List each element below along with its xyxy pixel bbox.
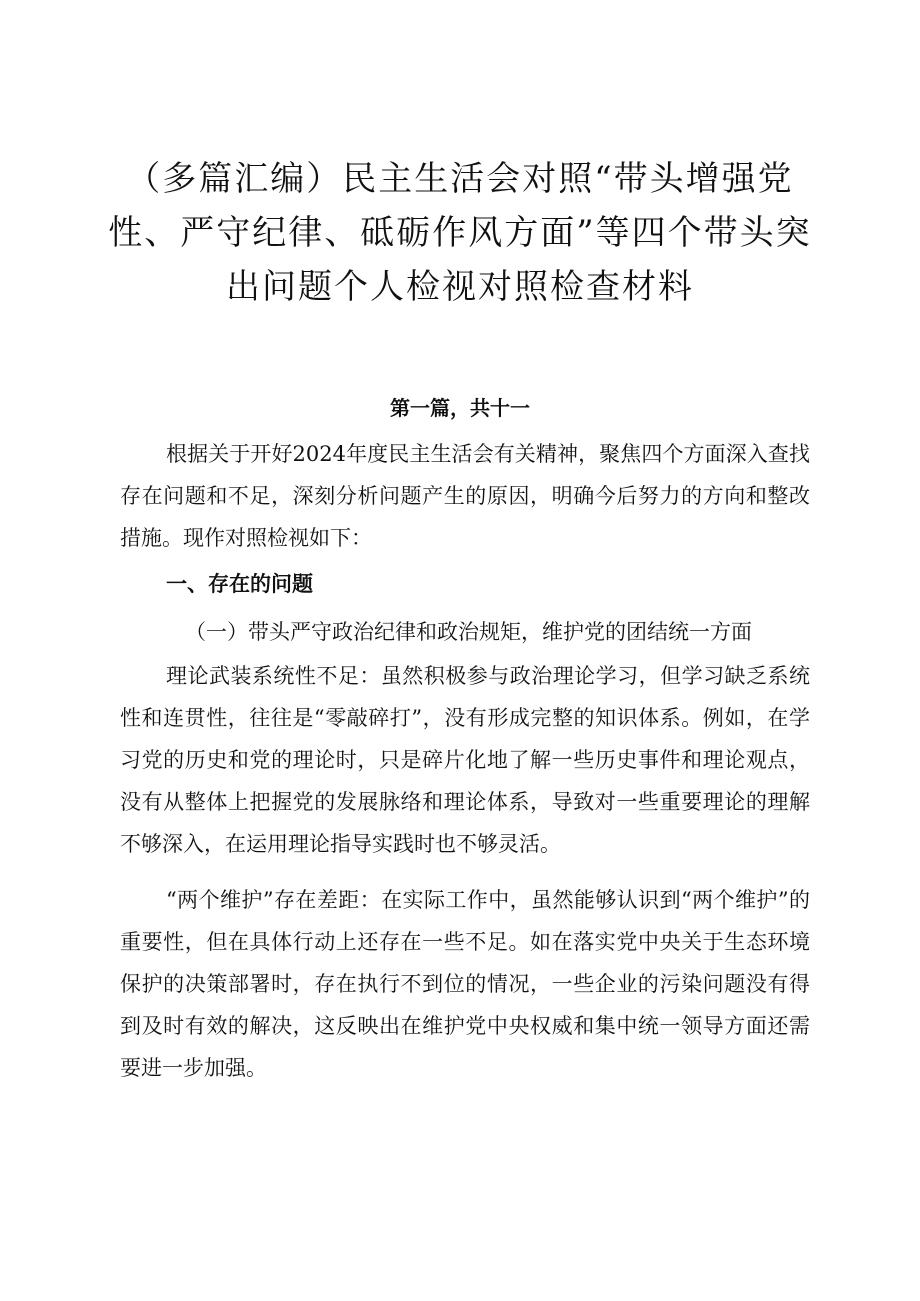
subsection-heading: （一）带头严守政治纪律和政治规矩，维护党的团结统一方面 [185, 620, 752, 644]
body-paragraph-1: 理论武装系统性不足：虽然积极参与政治理论学习，但学习缺乏系统性和连贯性，往往是“零敲碎打”，没有形成完整的知识体系。例如，在学习党的历史和党的理论时，只是碎片化地了解一些历史事件和理论观点，没有从整体上把握党的发展脉络和理论体系，导致对一些重要理论的理解不够深入，在运用理论指导实践时也不够灵活。 [120, 664, 810, 856]
section-heading: 一、存在的问题 [166, 572, 313, 596]
intro-paragraph: 根据关于开好2024年度民主生活会有关精神，聚焦四个方面深入查找存在问题和不足，深刻分析问题产生的原因，明确今后努力的方向和整改措施。现作对照检视如下： [120, 442, 810, 550]
document-subtitle: 第一篇，共十一 [390, 396, 530, 420]
body-paragraph-2: “两个维护”存在差距：在实际工作中，虽然能够认识到“两个维护”的重要性，但在具体行动上还存在一些不足。如在落实党中央关于生态环境保护的决策部署时，存在执行不到位的情况，一些企业的污染问题没有得到及时有效的解决，这反映出在维护党中央权威和集中统一领导方面还需要进一步加强。 [120, 888, 810, 1080]
document-title: （多篇汇编）民主生活会对照“带头增强党性、严守纪律、砥砺作风方面”等四个带头突出问题个人检视对照检查材料 [108, 159, 812, 307]
